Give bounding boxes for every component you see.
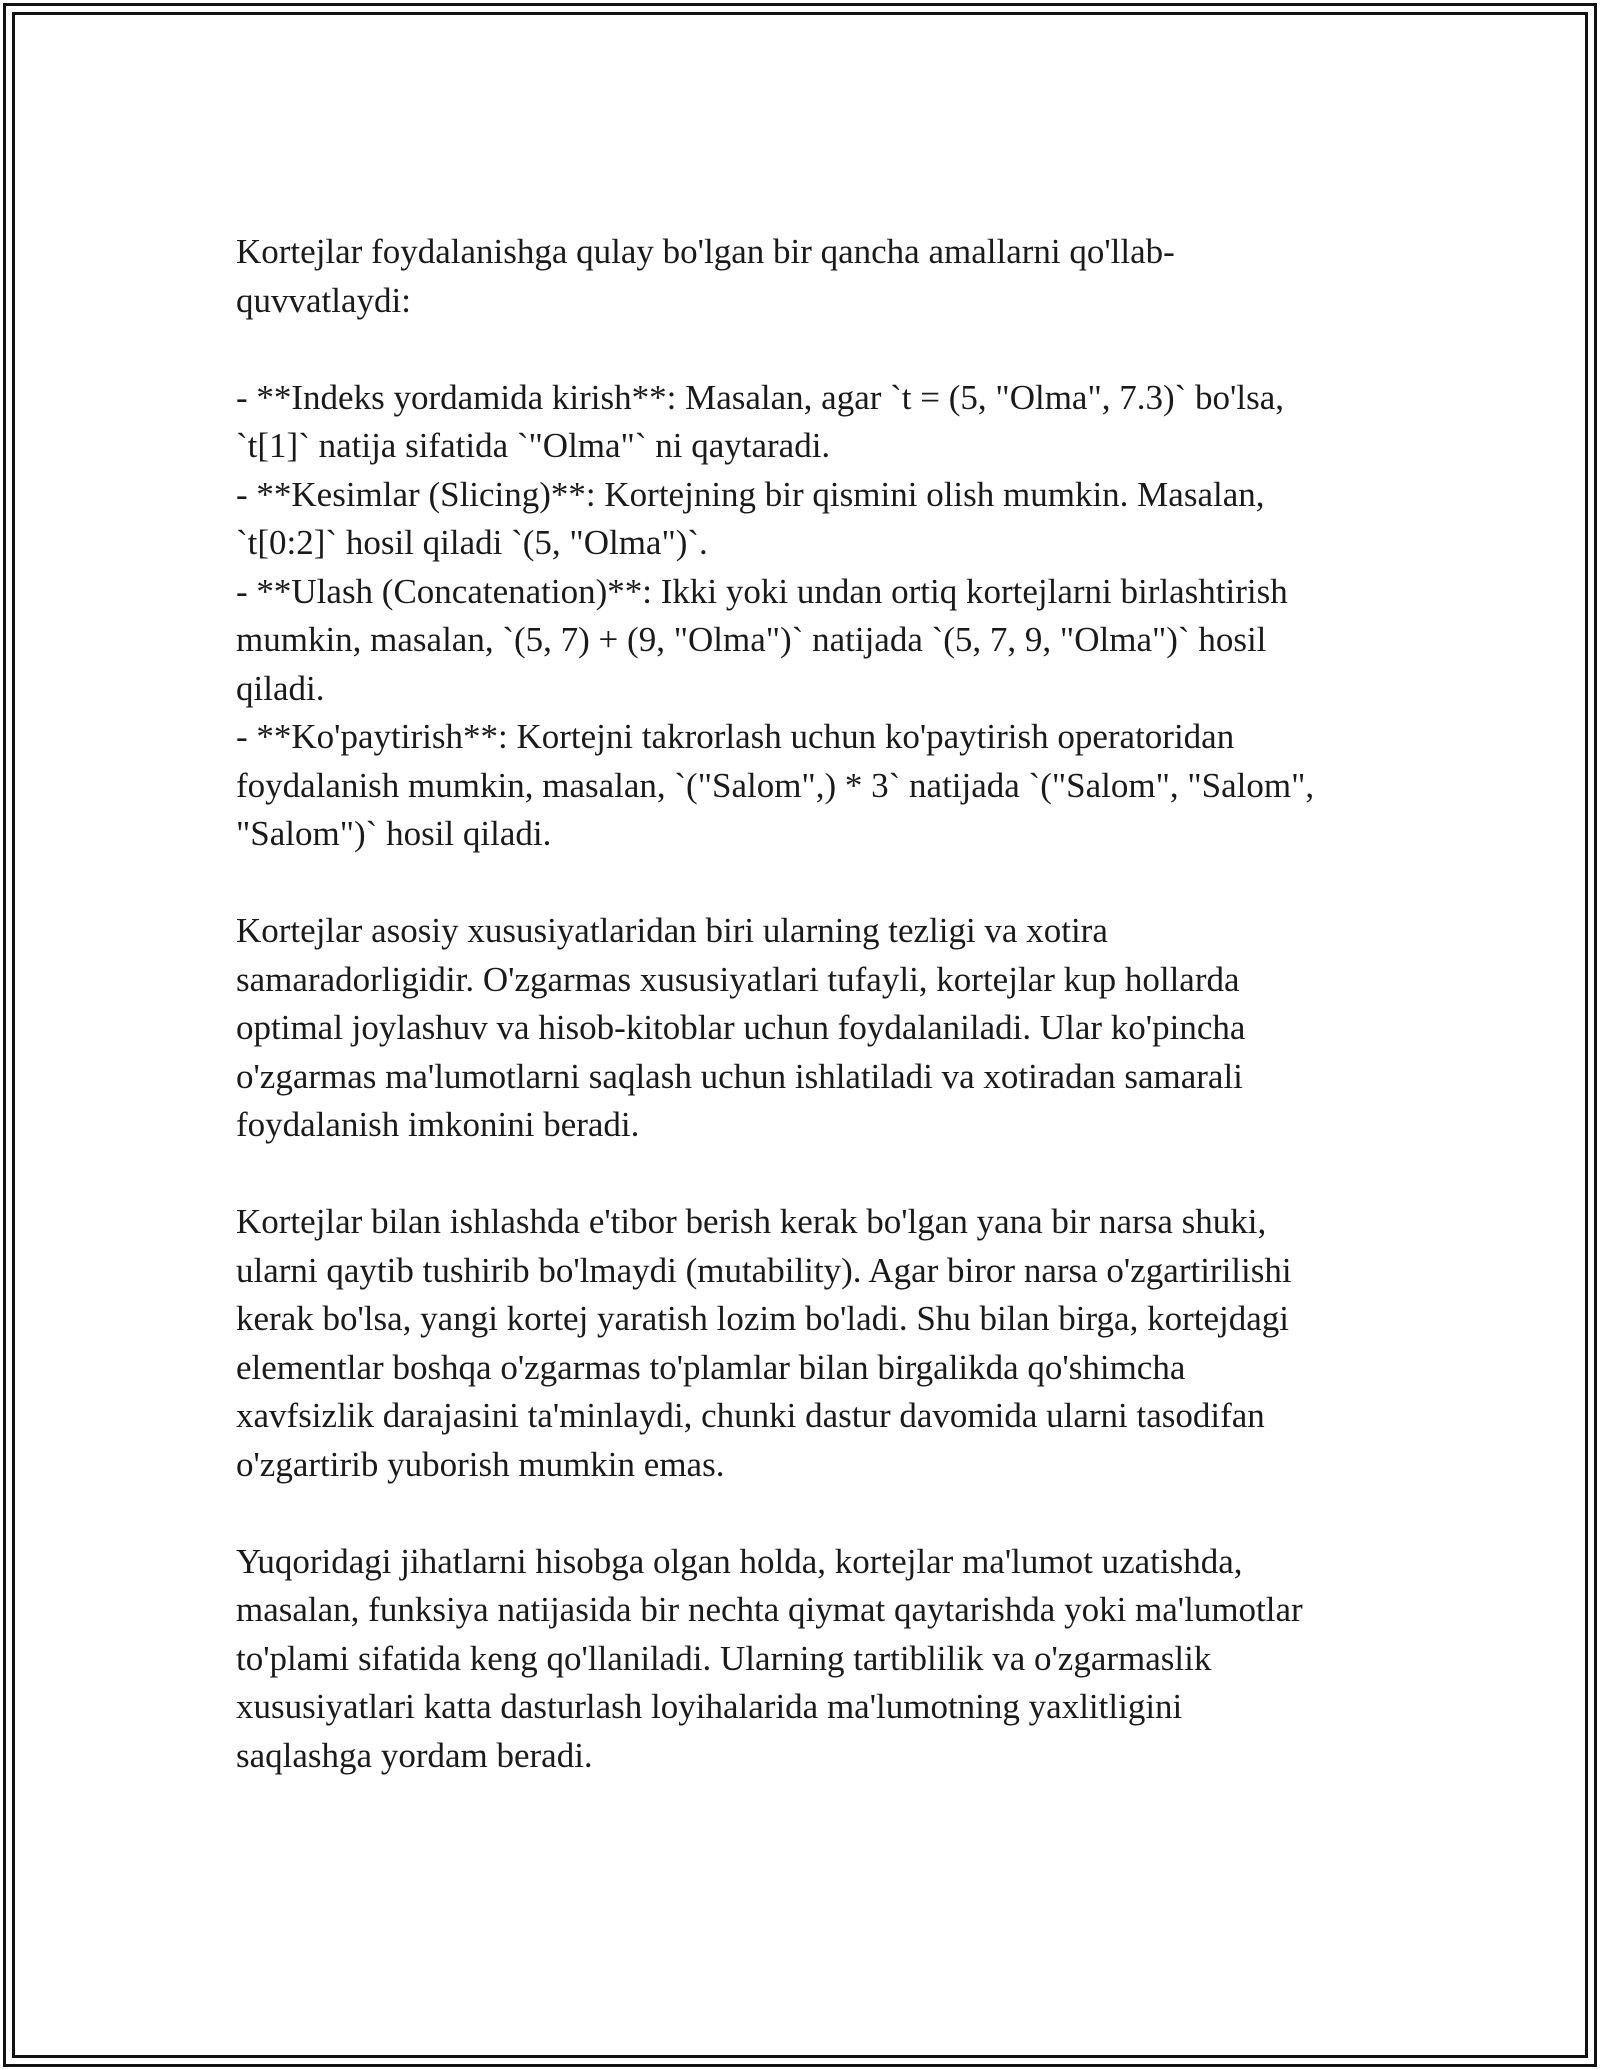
intro-paragraph: Kortejlar foydalanishga qulay bo'lgan bir qancha amallarni qo'llab- quvvatlaydi:: [236, 232, 1175, 320]
efficiency-paragraph: Kortejlar asosiy xususiyatlaridan biri ularning tezligi va xotira samaradorligidir. O'zgarmas xususiyatlari tufayli, kortejlar kup hollarda optimal joylashuv va hisob-kitoblar uchun foydalaniladi. Ular ko'pincha o'zgarmas ma'lumotlarni saqlash uchun ishlatiladi va xotiradan samarali foydalanish imkonini beradi.: [236, 911, 1246, 1144]
list-item-indexing: - **Indeks yordamida kirish**: Masalan, agar `t = (5, "Olma", 7.3)` bo'lsa, `t[1]` natija sifatida `"Olma"` ni qaytaradi.: [236, 377, 1284, 465]
document-body: [236, 228, 1386, 1829]
operations-list: [236, 374, 1386, 859]
list-item-multiplication: - **Ko'paytirish**: Kortejni takrorlash uchun ko'paytirish operatoridan foydalanish mumkin, masalan, `("Salom",) * 3` natijada `("Salom", "Salom", "Salom")` hosil qiladi.: [236, 717, 1315, 853]
list-item-slicing: - **Kesimlar (Slicing)**: Kortejning bir qismini olish mumkin. Masalan, `t[0:2]` hosil qiladi `(5, "Olma")`.: [236, 474, 1265, 562]
list-item-concatenation: - **Ulash (Concatenation)**: Ikki yoki undan ortiq kortejlarni birlashtirish mumkin, masalan, `(5, 7) + (9, "Olma")` natijada `(5, 7, 9, "Olma")` hosil qiladi.: [236, 571, 1288, 708]
conclusion-paragraph: Yuqoridagi jihatlarni hisobga olgan holda, kortejlar ma'lumot uzatishda, masalan, funksiya natijasida bir nechta qiymat qaytarishda yoki ma'lumotlar to'plami sifatida keng qo'llaniladi. Ularning tartiblilik va o'zgarmaslik xususiyatlari katta dasturlash loyihalarida ma'lumotning yaxlitligini saqlashga yordam beradi.: [236, 1541, 1303, 1775]
immutability-paragraph: Kortejlar bilan ishlashda e'tibor berish kerak bo'lgan yana bir narsa shuki, ularni qaytib tushirib bo'lmaydi (mutability). Agar biror narsa o'zgartirilishi kerak bo'lsa, yangi kortej yaratish lozim bo'ladi. Shu bilan birga, kortejdagi elementlar boshqa o'zgarmas to'plamlar bilan birgalikda qo'shimcha xavfsizlik darajasini ta'minlaydi, chunki dastur davomida ularni tasodifan o'zgartirib yuborish mumkin emas.: [236, 1202, 1292, 1484]
